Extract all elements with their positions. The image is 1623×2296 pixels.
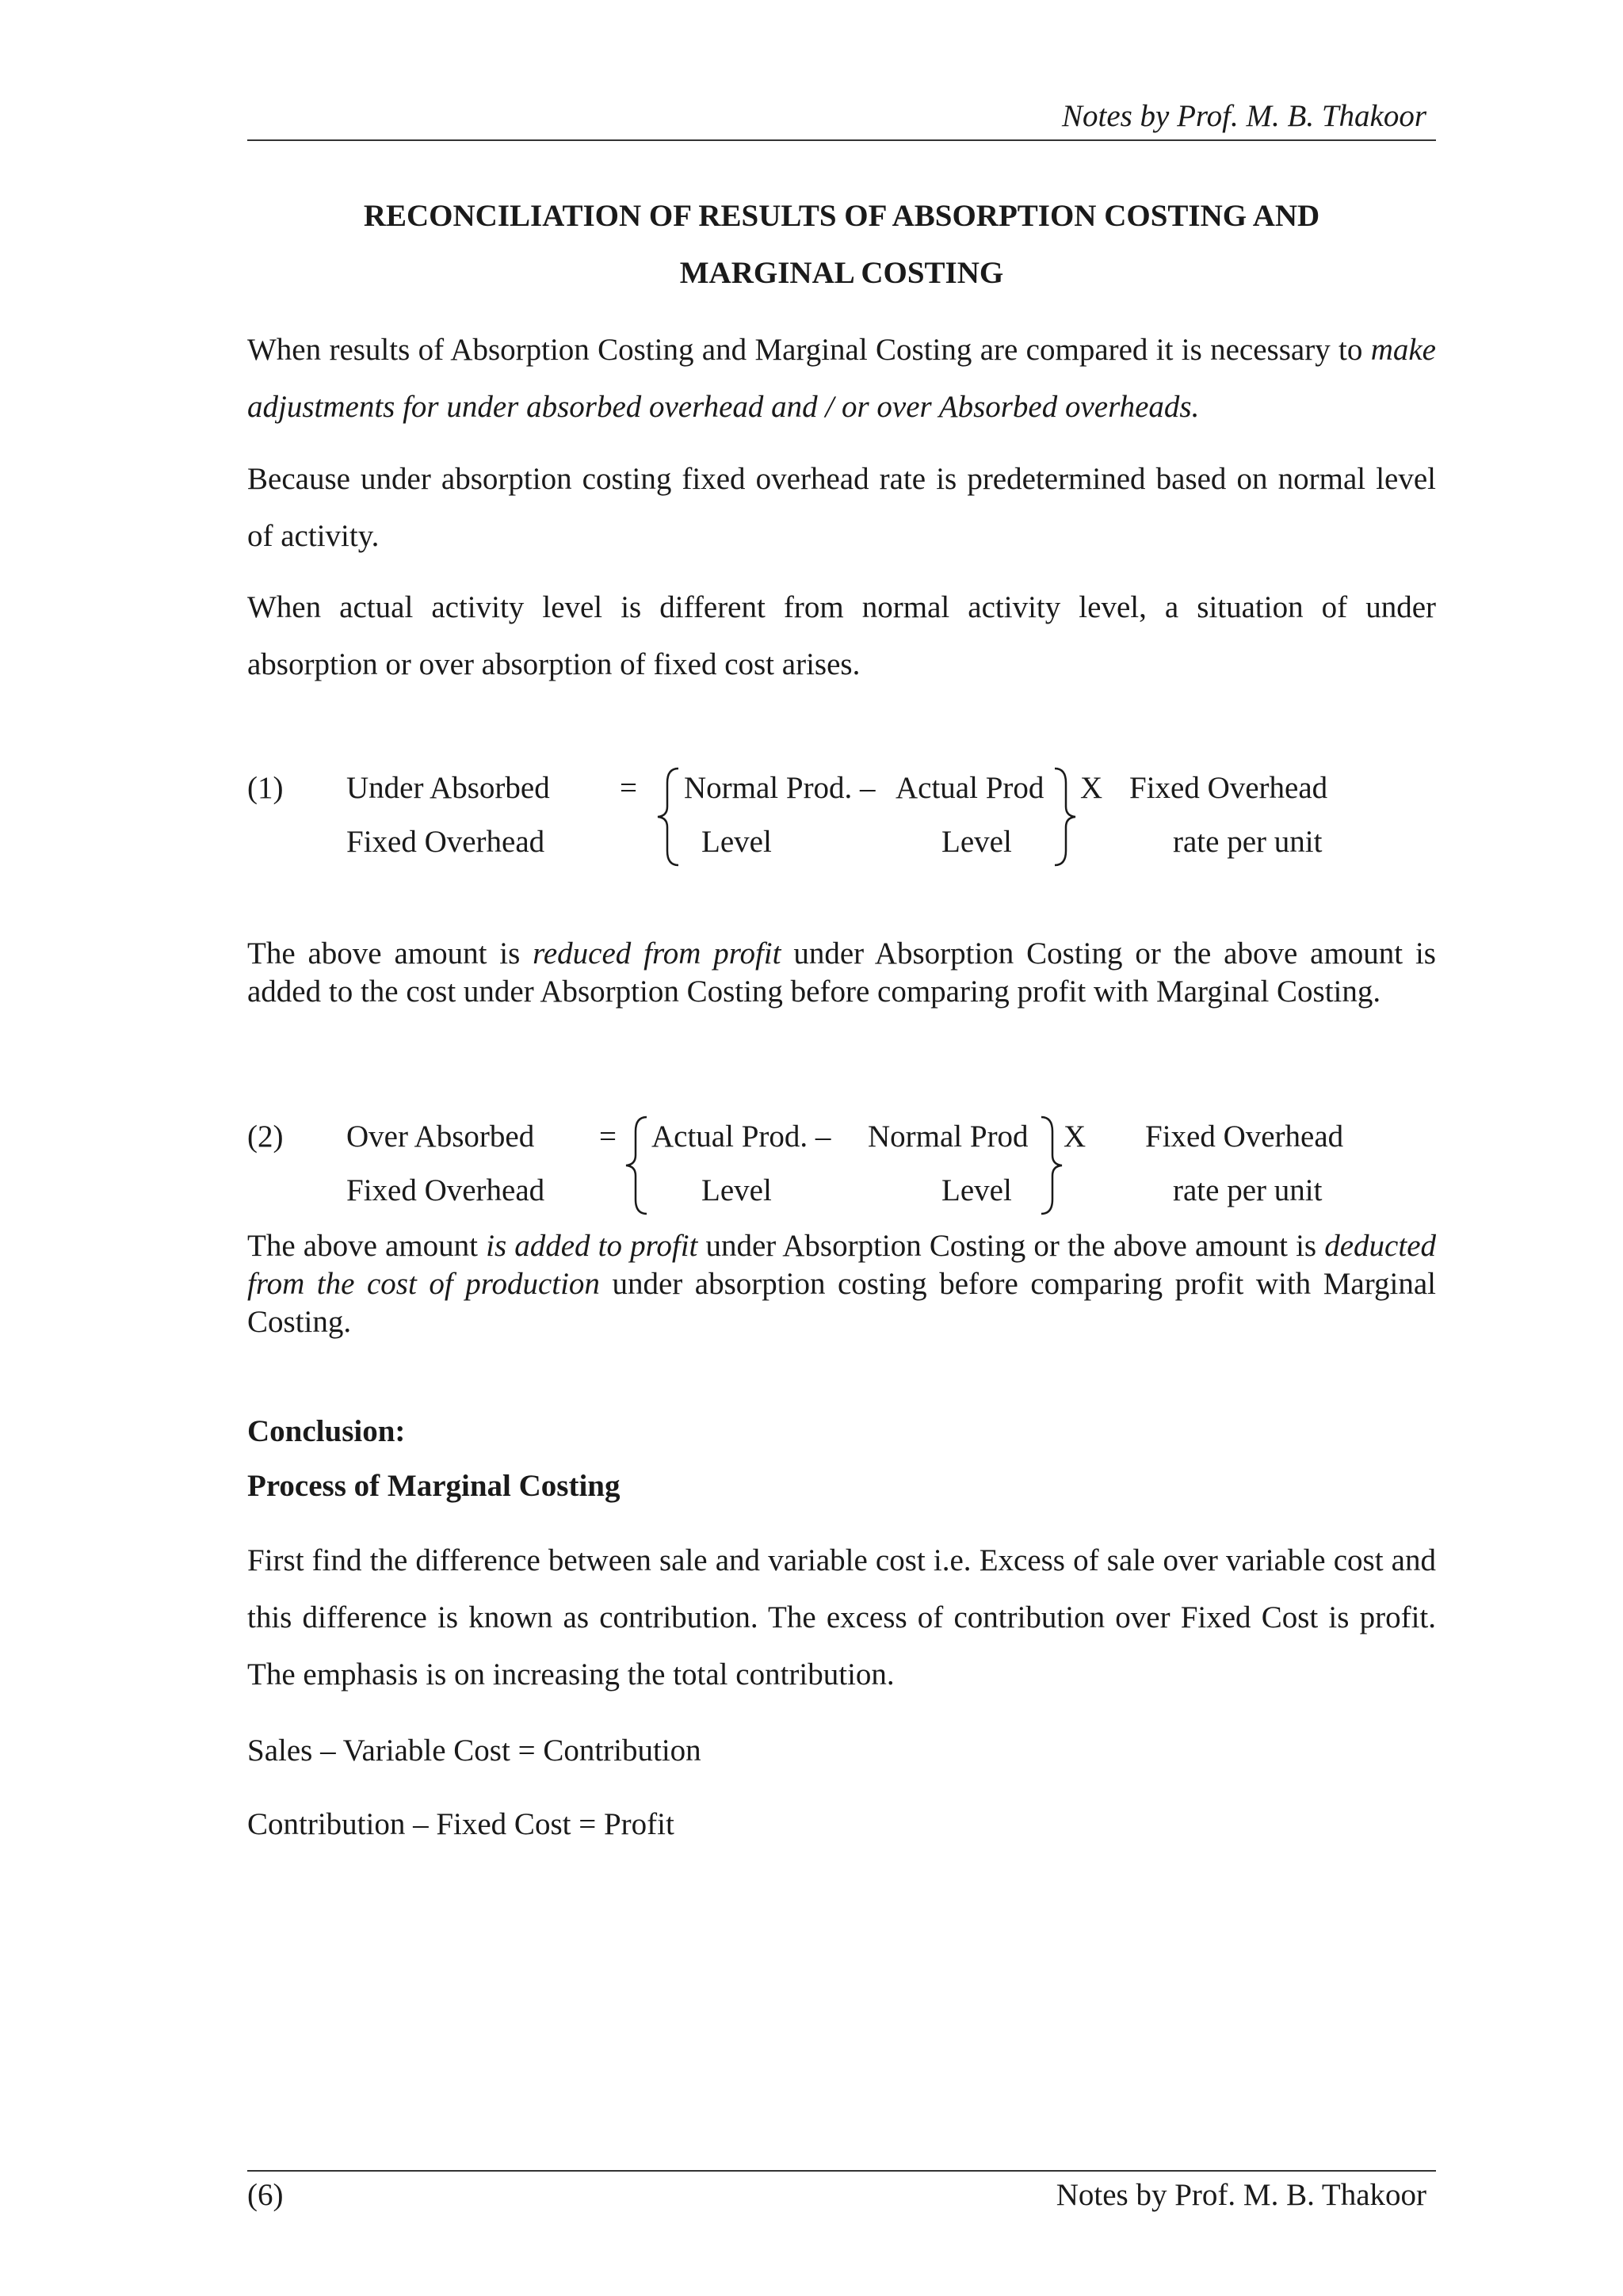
footer-rule bbox=[247, 2170, 1436, 2172]
formula-term-unit: Level bbox=[941, 825, 1012, 859]
formula-term: Actual Prod bbox=[896, 771, 1044, 805]
intro-paragraph-3 bbox=[247, 579, 1436, 693]
left-brace-icon bbox=[655, 765, 682, 868]
running-header: Notes by Prof. M. B. Thakoor bbox=[1061, 99, 1426, 133]
formula-rate: rate per unit bbox=[1173, 825, 1323, 859]
right-brace-icon bbox=[1052, 765, 1079, 868]
note-emphasis: is added to profit bbox=[486, 1229, 698, 1263]
page-number: (6) bbox=[247, 2178, 284, 2212]
note-under-absorbed bbox=[247, 935, 1436, 1011]
formula-label: Over Absorbed bbox=[346, 1119, 535, 1154]
equation-profit: Contribution – Fixed Cost = Profit bbox=[247, 1807, 674, 1841]
formula-term: Normal Prod. – bbox=[684, 771, 876, 805]
equals-sign: = bbox=[599, 1119, 617, 1154]
conclusion-paragraph bbox=[247, 1532, 1436, 1703]
formula-term-unit: Level bbox=[701, 1173, 772, 1207]
formula-term: Normal Prod bbox=[868, 1119, 1029, 1154]
formula-rate: rate per unit bbox=[1173, 1173, 1323, 1207]
formula-term: Actual Prod. – bbox=[651, 1119, 831, 1154]
header-rule bbox=[247, 139, 1436, 141]
formula-number: (2) bbox=[247, 1119, 284, 1154]
note-text: under Absorption Costing or the above amount is bbox=[697, 1229, 1325, 1263]
page-title-line2: MARGINAL COSTING bbox=[679, 256, 1004, 290]
intro-text: When results of Absorption Costing and Marginal Costing are compared it is necessary to bbox=[247, 333, 1371, 367]
note-emphasis: deducted from the cost of production bbox=[247, 1229, 1436, 1301]
process-subheading: Process of Marginal Costing bbox=[247, 1469, 621, 1503]
page-title-line1: RECONCILIATION OF RESULTS OF ABSORPTION COSTING AND bbox=[363, 199, 1320, 233]
formula-label: Under Absorbed bbox=[346, 771, 550, 805]
equals-sign: = bbox=[620, 771, 637, 805]
intro-paragraph-1 bbox=[247, 322, 1436, 436]
note-text: The above amount bbox=[247, 1229, 487, 1263]
footer-credit: Notes by Prof. M. B. Thakoor bbox=[1056, 2178, 1426, 2212]
note-emphasis: reduced from profit bbox=[533, 936, 781, 971]
formula-term-unit: Level bbox=[941, 1173, 1012, 1207]
conclusion-text: First find the difference between sale and variable cost i.e. Excess of sale over variable cost and this difference is known as contribution. The excess of contribution over Fixed Cost is profit. The emphasis is on increasing the total contribution. bbox=[247, 1543, 1436, 1691]
multiply-sign: X bbox=[1064, 1119, 1086, 1154]
formula-rate: Fixed Overhead bbox=[1145, 1119, 1344, 1154]
conclusion-heading: Conclusion: bbox=[247, 1414, 406, 1448]
note-text: under absorption costing before comparing profit with Marginal Costing. bbox=[247, 1267, 1436, 1339]
multiply-sign: X bbox=[1080, 771, 1103, 805]
intro-text-3: When actual activity level is different from normal activity level, a situation of under absorption or over absorption of fixed cost arises. bbox=[247, 590, 1436, 681]
intro-emphasis: make adjustments for under absorbed overhead and / or over Absorbed overheads. bbox=[247, 333, 1436, 424]
formula-number: (1) bbox=[247, 771, 284, 805]
note-over-absorbed bbox=[247, 1227, 1436, 1341]
intro-text-2: Because under absorption costing fixed overhead rate is predetermined based on normal level of activity. bbox=[247, 462, 1436, 553]
formula-label: Fixed Overhead bbox=[346, 825, 545, 859]
formula-label: Fixed Overhead bbox=[346, 1173, 545, 1207]
note-text: The above amount is bbox=[247, 936, 533, 971]
left-brace-icon bbox=[623, 1114, 650, 1217]
equation-contribution: Sales – Variable Cost = Contribution bbox=[247, 1733, 701, 1768]
note-text: under Absorption Costing or the above amount is added to the cost under Absorption Costing before comparing profit with Marginal Costing. bbox=[247, 936, 1436, 1009]
right-brace-icon bbox=[1038, 1114, 1065, 1217]
intro-paragraph-2 bbox=[247, 451, 1436, 565]
formula-rate: Fixed Overhead bbox=[1129, 771, 1328, 805]
formula-term-unit: Level bbox=[701, 825, 772, 859]
